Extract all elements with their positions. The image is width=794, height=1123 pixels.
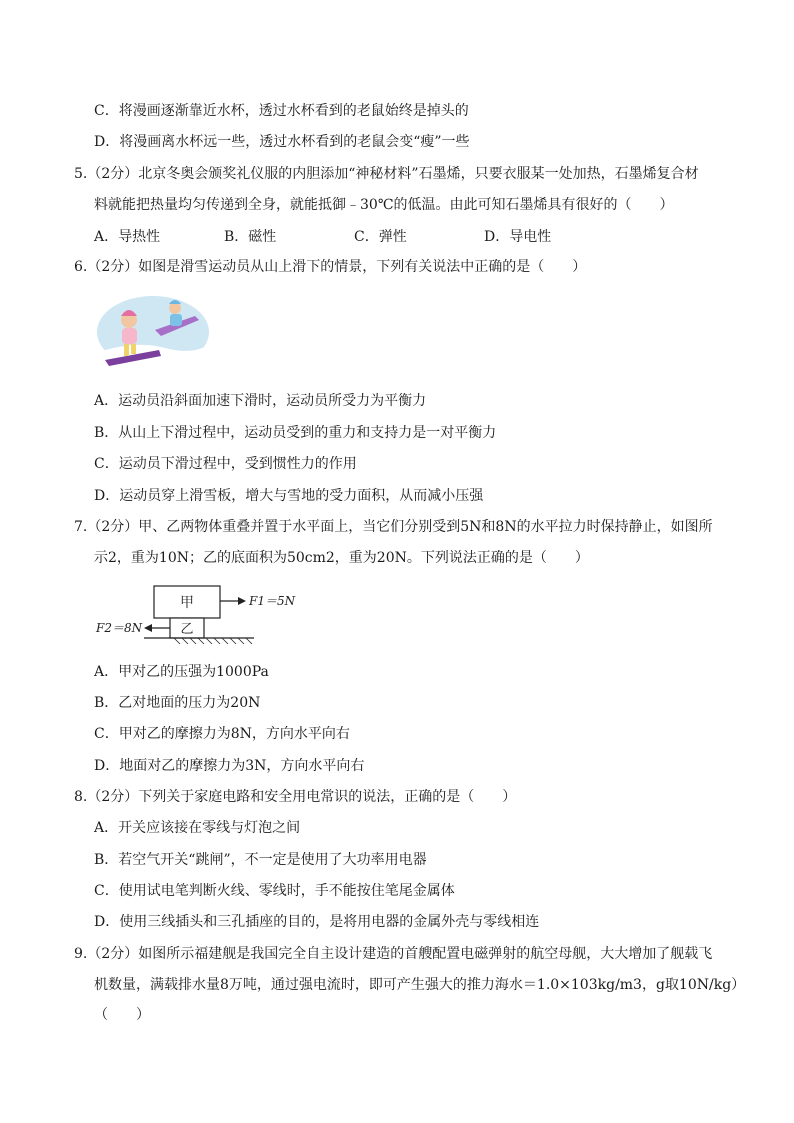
q5-option-d: D．导电性	[484, 229, 552, 245]
q5-options	[94, 226, 614, 246]
q5-stem-line2: 料就能把热量均匀传递到全身，就能抵御﹣30℃的低温。由此可知石墨烯具有很好的（ ）	[94, 197, 674, 213]
q8-stem: 8.（2分）下列关于家庭电路和安全用电常识的说法，正确的是（ ）	[74, 789, 517, 805]
q9-stem-line3: （ ）	[94, 1007, 150, 1023]
q5-stem-line1: 5.（2分）北京冬奥会颁奖礼仪服的内胆添加“神秘材料”石墨烯，只要衣服某一处加热，石墨烯复合材	[74, 166, 699, 182]
q7-option-c: C．甲对乙的摩擦力为8N，方向水平向右	[94, 726, 350, 742]
force-f1-label: F1＝5N	[249, 594, 296, 608]
q6-option-b: B．从山上下滑过程中，运动员受到的重力和支持力是一对平衡力	[94, 425, 497, 441]
q6-option-a: A．运动员沿斜面加速下滑时，运动员所受力为平衡力	[94, 393, 427, 409]
q5-option-c: C．弹性	[354, 229, 407, 245]
q5-option-b: B．磁性	[224, 229, 277, 245]
q7-option-d: D．地面对乙的摩擦力为3N，方向水平向右	[94, 758, 365, 774]
skiing-illustration	[95, 290, 215, 376]
q5-option-a: A．导热性	[94, 229, 161, 245]
q7-stem-line1: 7.（2分）甲、乙两物体重叠并置于水平面上，当它们分别受到5N和8N的水平拉力时保持静止，如图所	[74, 519, 713, 535]
q6-option-d: D．运动员穿上滑雪板，增大与雪地的受力面积，从而减小压强	[94, 488, 484, 504]
q4-option-d: D．将漫画离水杯远一些，透过水杯看到的老鼠会变“瘦”一些	[94, 134, 470, 150]
q7-option-a: A．甲对乙的压强为1000Pa	[94, 664, 269, 680]
q6-option-c: C．运动员下滑过程中，受到惯性力的作用	[94, 456, 357, 472]
force-diagram	[94, 584, 314, 646]
q4-option-c: C．将漫画逐渐靠近水杯，透过水杯看到的老鼠始终是掉头的	[94, 103, 469, 119]
q9-stem-line2: 机数量，满载排水量8万吨，通过强电流时，即可产生强大的推力海水＝1.0×103kg/m3，g取10N/kg）	[94, 977, 746, 993]
q8-option-b: B．若空气开关“跳闸”，不一定是使用了大功率用电器	[94, 852, 427, 868]
q7-option-b: B．乙对地面的压力为20N	[94, 695, 261, 711]
block-bottom-label: 乙	[180, 622, 194, 637]
force-f2-label: F2＝8N	[96, 621, 143, 635]
q8-option-a: A．开关应该接在零线与灯泡之间	[94, 820, 301, 836]
q9-stem-line1: 9.（2分）如图所示福建舰是我国完全自主设计建造的首艘配置电磁弹射的航空母舰，大大增加了舰载飞	[74, 946, 713, 962]
q7-stem-line2: 示2，重为10N；乙的底面积为50cm2，重为20N。下列说法正确的是（ ）	[94, 550, 589, 566]
q8-option-d: D．使用三线插头和三孔插座的目的，是将用电器的金属外壳与零线相连	[94, 914, 540, 930]
block-top-label: 甲	[180, 595, 194, 611]
q6-stem: 6.（2分）如图是滑雪运动员从山上滑下的情景，下列有关说法中正确的是（ ）	[74, 259, 587, 275]
q8-option-c: C．使用试电笔判断火线、零线时，手不能按住笔尾金属体	[94, 883, 455, 899]
